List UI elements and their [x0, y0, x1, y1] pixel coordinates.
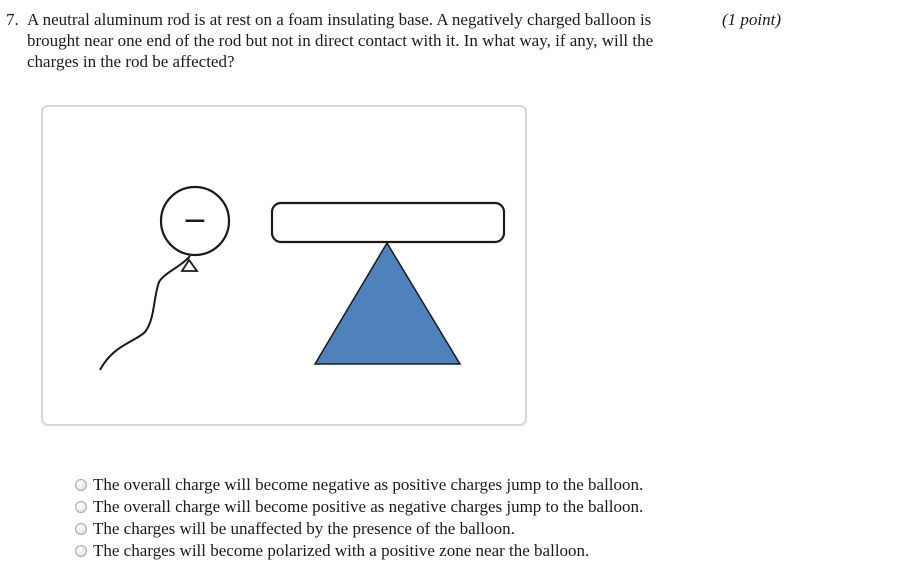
question-text: A neutral aluminum rod is at rest on a foam insulating base. A negatively charged balloon is brought near one end of the rod but not in direct contact with it. In what way, if any, will the charges in the rod be affected?: [27, 10, 654, 71]
answer-option[interactable]: [75, 474, 643, 496]
rod-balloon-diagram: [43, 107, 529, 428]
answer-option[interactable]: [75, 518, 643, 540]
answer-option[interactable]: [75, 496, 643, 518]
question-points: (1 point): [722, 10, 782, 29]
balloon-string: [100, 256, 190, 370]
answer-radio-button[interactable]: [75, 523, 87, 535]
question-figure: [41, 105, 527, 426]
foam-insulating-base: [315, 243, 460, 364]
answer-radio-button[interactable]: [75, 545, 87, 557]
answer-label: The overall charge will become positive as negative charges jump to the balloon.: [93, 497, 644, 516]
aluminum-rod: [272, 203, 504, 242]
balloon-charge-sign: −: [182, 203, 208, 238]
answer-options: [75, 474, 643, 562]
answer-option[interactable]: [75, 540, 643, 562]
answer-label: The charges will become polarized with a positive zone near the balloon.: [93, 541, 590, 560]
answer-radio-button[interactable]: [75, 501, 87, 513]
answer-label: The charges will be unaffected by the presence of the balloon.: [93, 519, 515, 538]
question-number: 7.: [6, 10, 19, 29]
answer-label: The overall charge will become negative as positive charges jump to the balloon.: [93, 475, 644, 494]
answer-radio-button[interactable]: [75, 479, 87, 491]
